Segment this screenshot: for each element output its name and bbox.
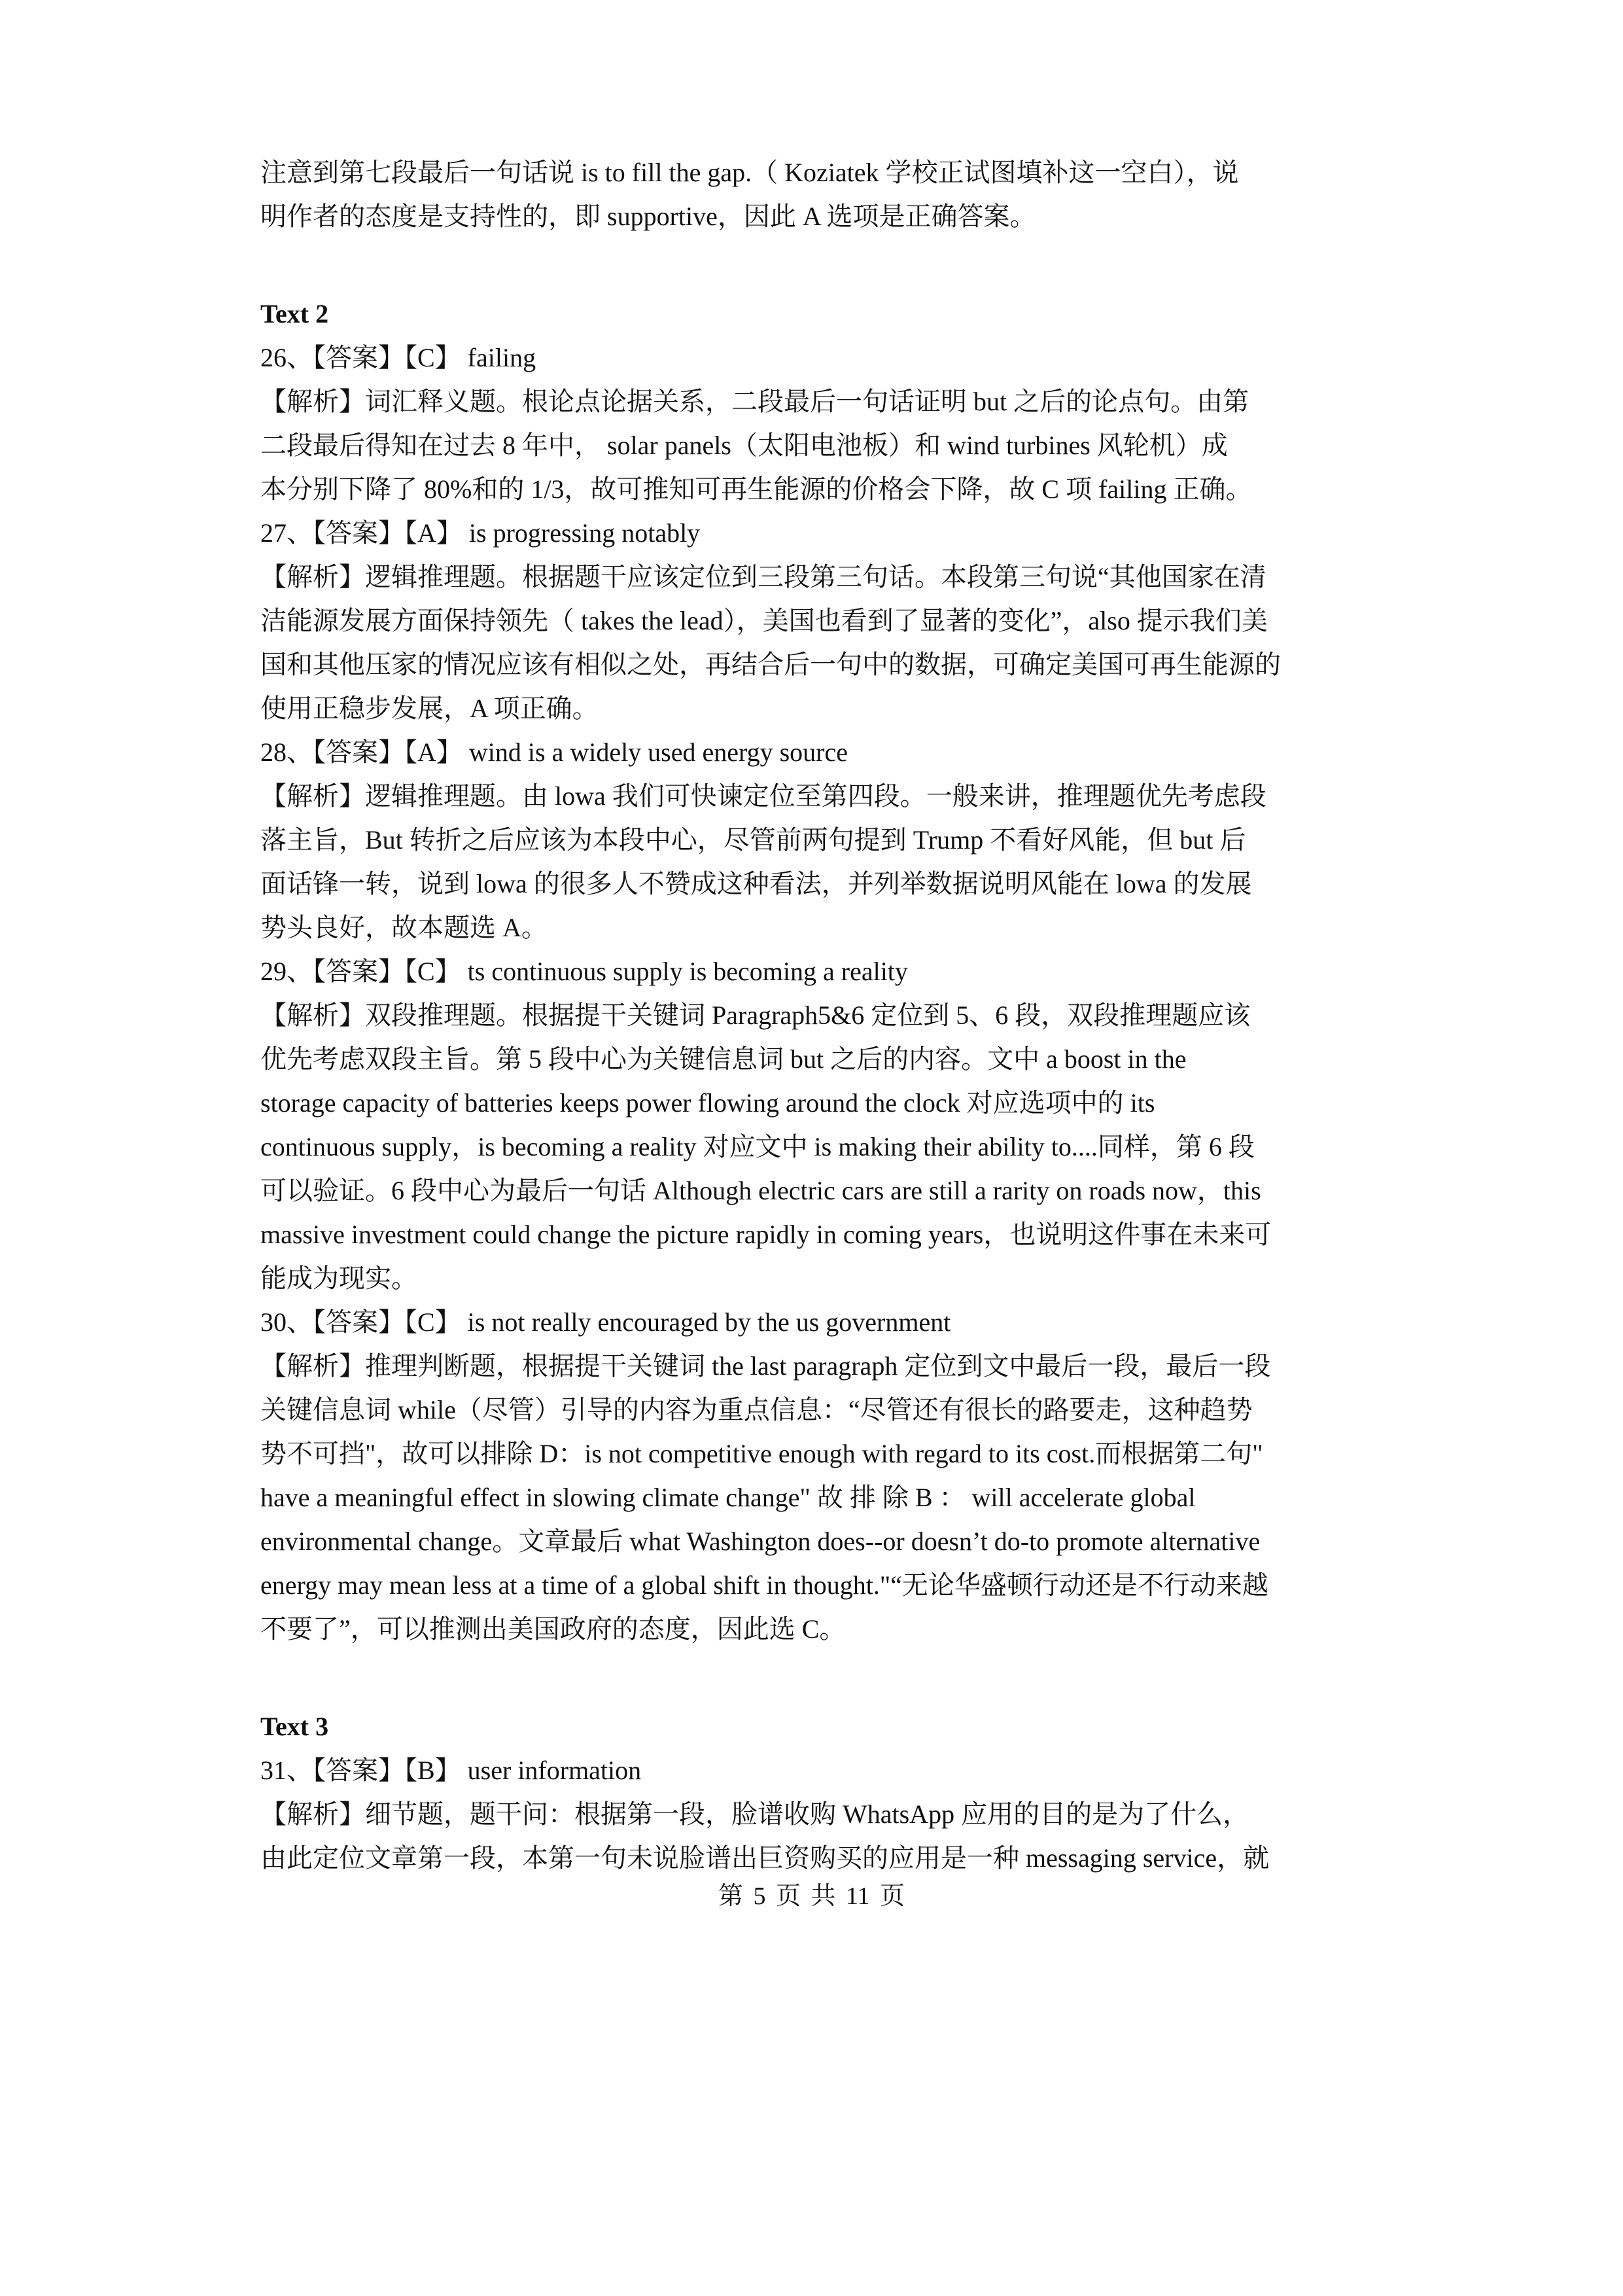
analysis-30-line: 势不可挡"，故可以排除 D：is not competitive enough with regard to its cost.而根据第二句" xyxy=(260,1439,1263,1468)
analysis-26-line: 二段最后得知在过去 8 年中， solar panels（太阳电池板）和 wind turbines 风轮机）成 xyxy=(260,431,1228,460)
analysis-29-line: continuous supply，is becoming a reality 对应文中 is making their ability to....同样，第 6 段 xyxy=(260,1132,1255,1161)
intro-line-2: 明作者的态度是支持性的，即 supportive，因此 A 选项是正确答案。 xyxy=(260,202,1036,231)
analysis-27-line: 国和其他压家的情况应该有相似之处，再结合后一句中的数据，可确定美国可再生能源的 xyxy=(260,650,1281,679)
answer-31: 31、【答案】【B】 user information xyxy=(260,1756,642,1785)
analysis-27-line: 使用正稳步发展，A 项正确。 xyxy=(260,694,599,723)
analysis-29-line: 可以验证。6 段中心为最后一句话 Although electric cars are still a rarity on roads now，this xyxy=(260,1176,1261,1205)
page-number-footer: 第 5 页 共 11 页 xyxy=(718,1882,905,1910)
answer-26: 26、【答案】【C】 failing xyxy=(260,343,536,372)
analysis-30-line: have a meaningful effect in slowing climate change" 故 排 除 B ： will accelerate global xyxy=(260,1483,1196,1512)
analysis-30-line: energy may mean less at a time of a global shift in thought."“无论华盛顿行动还是不行动来越 xyxy=(260,1570,1268,1600)
analysis-26-line: 本分别下降了 80%和的 1/3，故可推知可再生能源的价格会下降，故 C 项 failing 正确。 xyxy=(260,474,1252,504)
answer-27: 27、【答案】【A】 is progressing notably xyxy=(260,518,701,548)
analysis-29-line: massive investment could change the picture rapidly in coming years，也说明这件事在未来可 xyxy=(260,1220,1272,1249)
analysis-31-line: 【解析】细节题，题干问：根据第一段，脸谱收购 WhatsApp 应用的目的是为了什么， xyxy=(260,1799,1249,1829)
analysis-28-line: 势头良好，故本题选 A。 xyxy=(260,913,548,942)
analysis-30-line: 关键信息词 while（尽管）引导的内容为重点信息：“尽管还有很长的路要走，这种趋势 xyxy=(260,1395,1253,1424)
analysis-26-line: 【解析】词汇释义题。根论点论据关系，二段最后一句话证明 but 之后的论点句。由第 xyxy=(260,387,1249,416)
analysis-29-line: storage capacity of batteries keeps power flowing around the clock 对应选项中的 its xyxy=(260,1088,1155,1118)
analysis-30-line: 【解析】推理判断题，根据提干关键词 the last paragraph 定位到文中最后一段，最后一段 xyxy=(260,1351,1271,1381)
answer-28: 28、【答案】【A】 wind is a widely used energy source xyxy=(260,737,848,767)
analysis-28-line: 面话锋一转，说到 lowa 的很多人不赞成这种看法，并列举数据说明风能在 lowa 的发展 xyxy=(260,869,1252,898)
analysis-27-line: 【解析】逻辑推理题。根据题干应该定位到三段第三句话。本段第三句说“其他国家在清 xyxy=(260,562,1266,592)
document-page xyxy=(260,150,1380,1880)
analysis-31-line: 由此定位文章第一段，本第一句未说脸谱出巨资购买的应用是一种 messaging service，就 xyxy=(260,1843,1270,1873)
analysis-29-line: 能成为现实。 xyxy=(260,1263,417,1293)
analysis-30-line: environmental change。文章最后 what Washington does--or doesn’t do-to promote alternative xyxy=(260,1527,1261,1556)
analysis-30-line: 不要了”，可以推测出美国政府的态度，因此选 C。 xyxy=(260,1614,846,1644)
section-gap xyxy=(260,1651,1380,1704)
analysis-29-line: 【解析】双段推理题。根据提干关键词 Paragraph5&6 定位到 5、6 段，双段推理题应该 xyxy=(260,1000,1251,1030)
answer-29: 29、【答案】【C】 ts continuous supply is becoming a reality xyxy=(260,957,908,986)
analysis-28-line: 【解析】逻辑推理题。由 lowa 我们可快谏定位至第四段。一般来讲，推理题优先考虑段 xyxy=(260,781,1266,811)
section-gap xyxy=(260,238,1380,292)
analysis-27-line: 洁能源发展方面保持领先（ takes the lead），美国也看到了显著的变化”，also 提示我们美 xyxy=(260,606,1268,635)
section-heading-text2: Text 2 xyxy=(260,299,329,328)
intro-line-1: 注意到第七段最后一句话说 is to fill the gap.（ Koziatek 学校正试图填补这一空白），说 xyxy=(260,158,1239,187)
answer-30: 30、【答案】【C】 is not really encouraged by the us government xyxy=(260,1307,951,1337)
analysis-28-line: 落主旨，But 转折之后应该为本段中心，尽管前两句提到 Trump 不看好风能，但 but 后 xyxy=(260,825,1246,855)
section-heading-text3: Text 3 xyxy=(260,1712,329,1741)
analysis-29-line: 优先考虑双段主旨。第 5 段中心为关键信息词 but 之后的内容。文中 a boost in the xyxy=(260,1044,1187,1074)
